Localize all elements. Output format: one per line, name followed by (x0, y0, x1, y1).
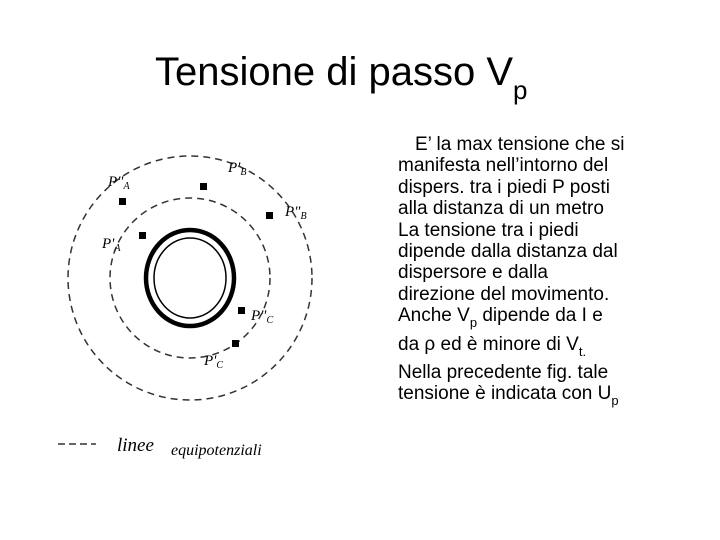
inner-equipotential-circle (110, 198, 270, 358)
text-line: Anche $V_p$ dipende da I e (398, 305, 603, 331)
text-line: direzione del movimento. (398, 283, 610, 305)
label-p2b: $P"_B$ (285, 204, 307, 222)
text-line: manifesta nell’intorno del (398, 155, 609, 177)
text-line: dipende dalla distanza dal (398, 241, 618, 263)
point-p1a (139, 232, 146, 239)
text-line: alla distanza di un metro (398, 198, 604, 220)
point-p1c (232, 340, 239, 347)
text-line: Nella precedente fig. tale (398, 362, 609, 384)
dispersore-ring (146, 230, 234, 326)
label-p2a: $P"_A$ (108, 174, 130, 192)
dispersore-ring-inner (154, 238, 226, 318)
title-text: Tensione di passo V (155, 50, 514, 94)
legend-word-linee: linee (117, 435, 154, 456)
point-p1b (200, 183, 207, 190)
outer-equipotential-circle (68, 156, 312, 400)
point-p2a (119, 198, 126, 205)
text-line: La tensione tra i piedi (398, 219, 579, 241)
label-p2c: $P"_C$ (251, 308, 274, 326)
text-line: dispersore e dalla (398, 262, 548, 284)
label-p1b: $P'_B$ (228, 160, 247, 178)
point-p2c (238, 307, 245, 314)
legend-word-equipotenziali: equipotenziali (171, 442, 262, 459)
point-p2b (266, 212, 273, 219)
description-text (398, 134, 698, 412)
label-p1a: $P'_A$ (102, 236, 121, 254)
text-line: dispers. tra i piedi P posti (398, 176, 610, 198)
label-p1c: $P'_C$ (204, 353, 224, 371)
text-line: tensione è indicata con $U_p$ (398, 383, 619, 409)
text-line: da ρ ed è minore di $V_{t.}$ (398, 333, 587, 359)
text-line: E’ la max tensione che si (415, 134, 625, 155)
title-subscript: p (513, 75, 528, 105)
